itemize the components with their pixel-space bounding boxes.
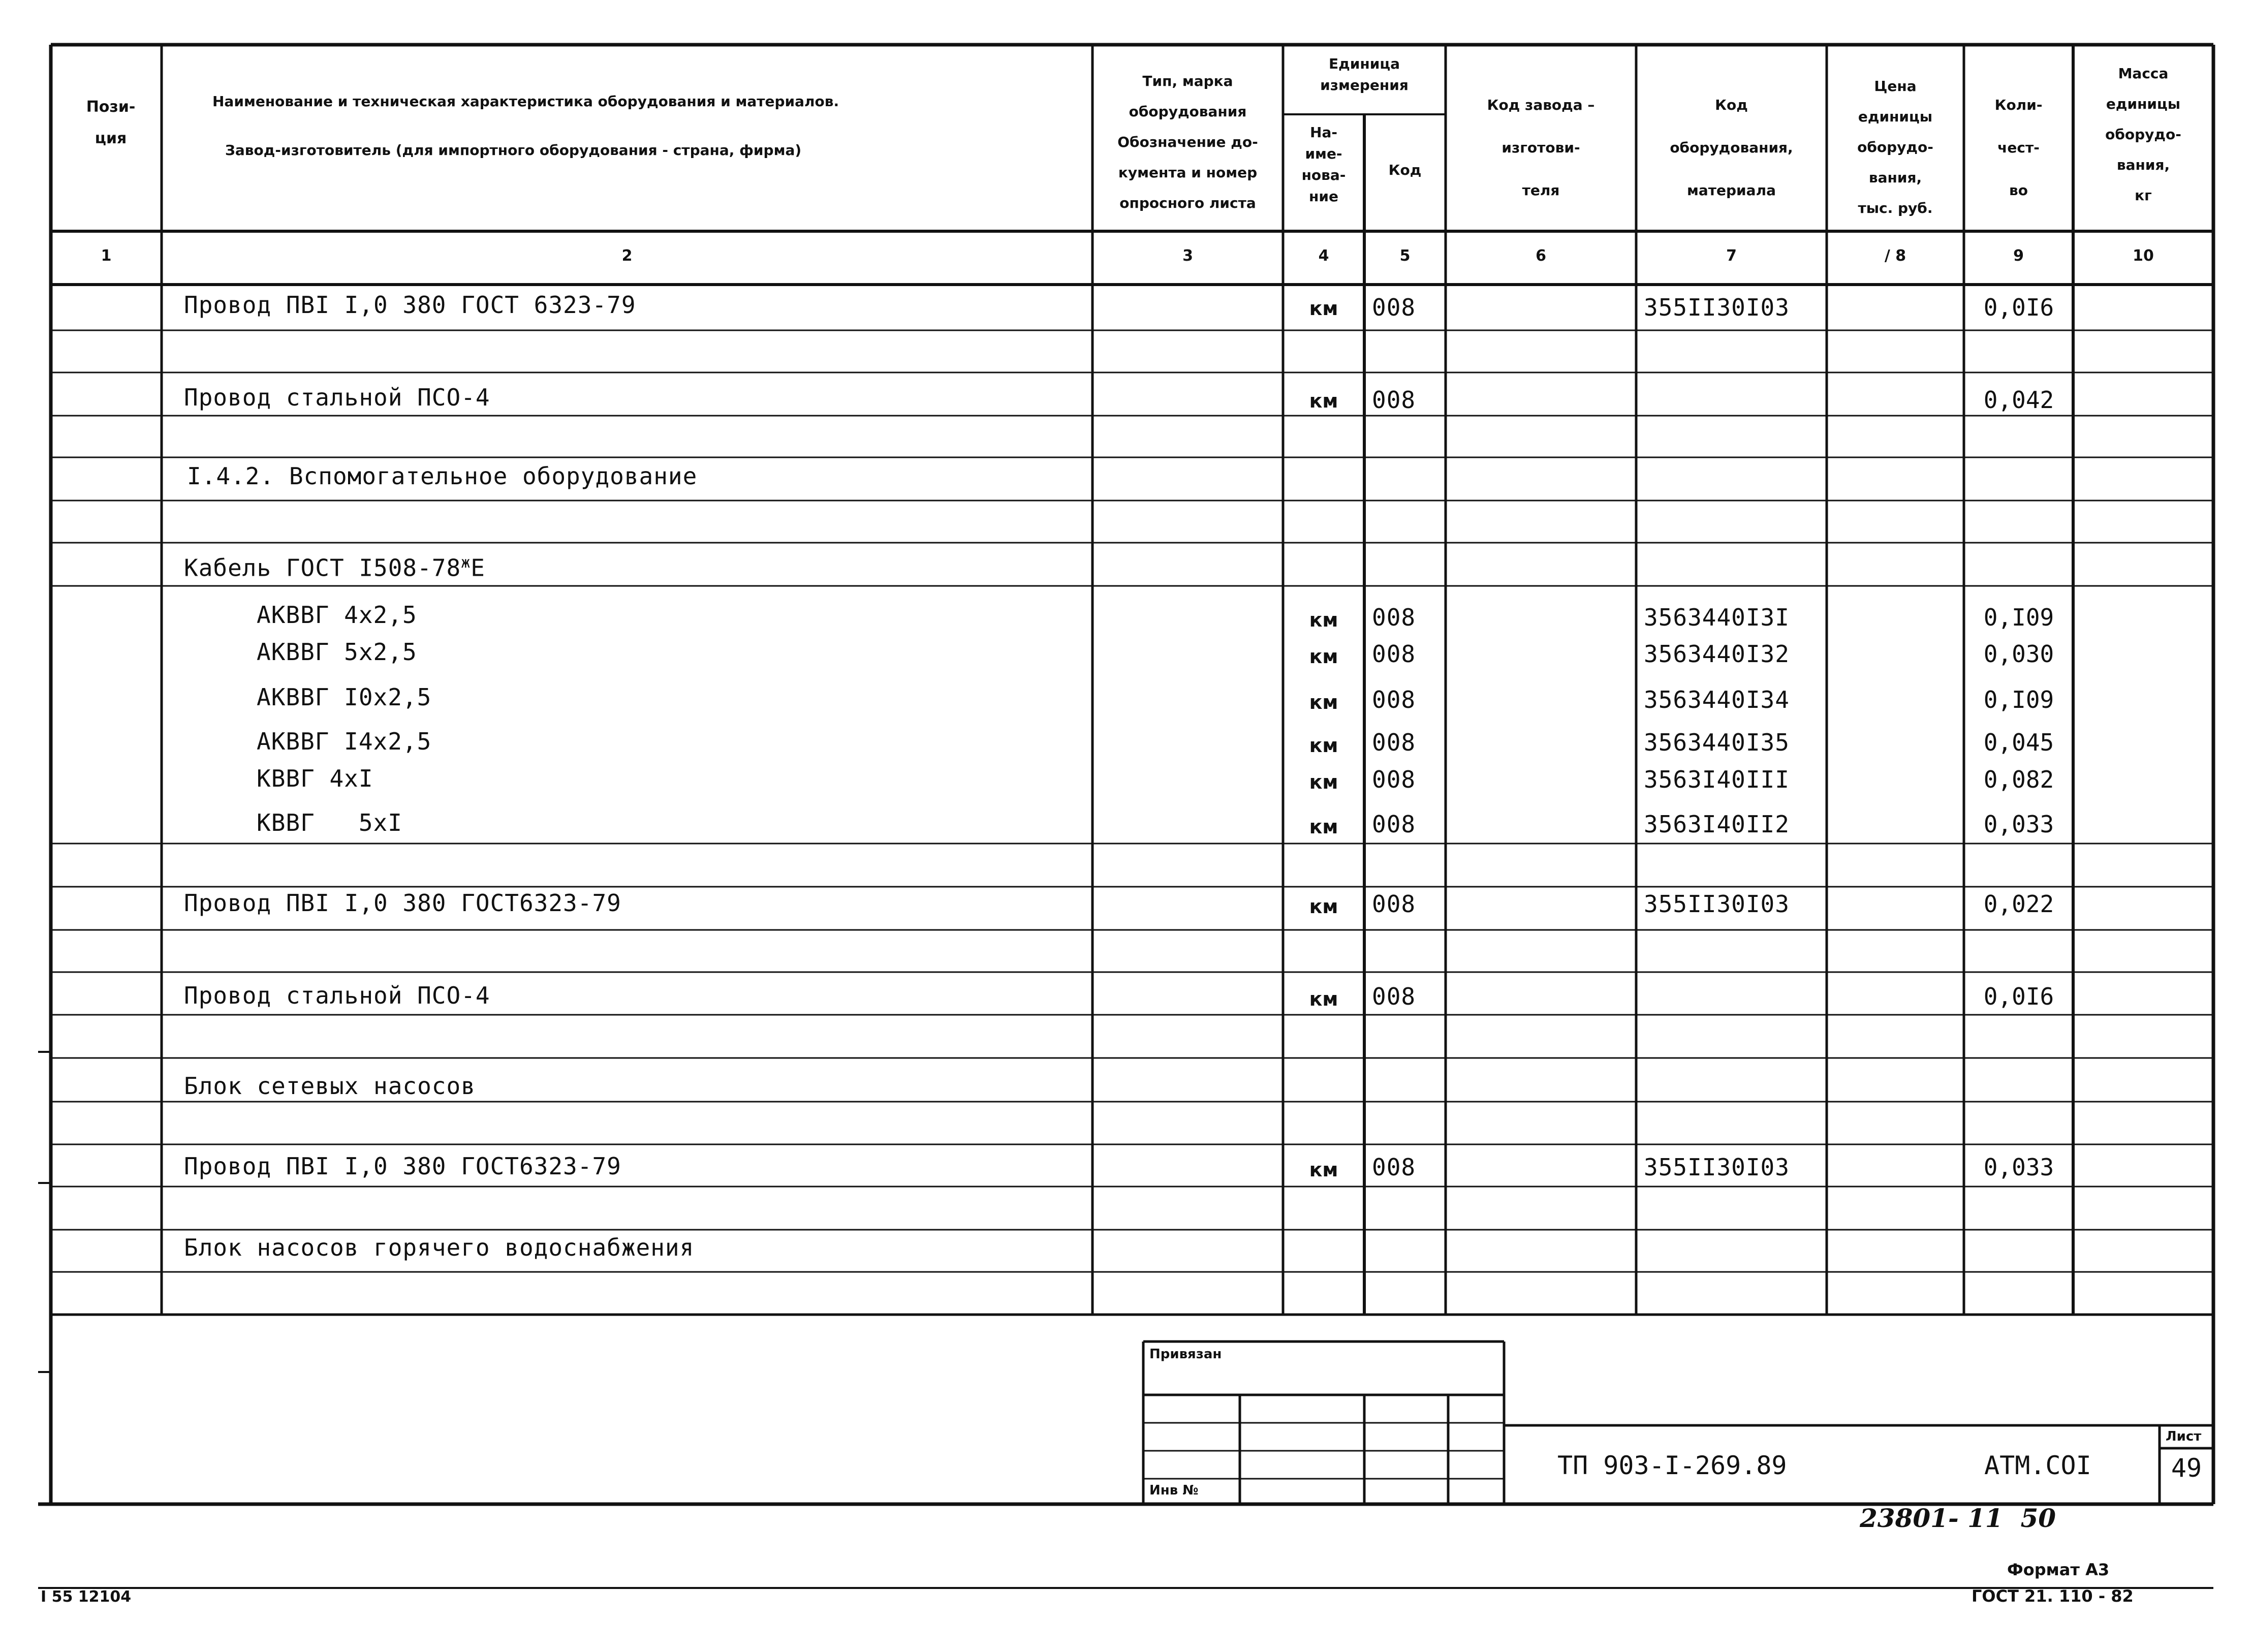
row-quantity: 0,042 [1983,386,2054,414]
col-num-6: 6 [1536,247,1546,265]
row-unit-code: 008 [1372,294,1416,321]
header-position: Пози- ция [86,98,136,147]
header-price: Цена единицы оборудо- вания, тыс. руб. [1857,78,1933,216]
col-num-3: 3 [1182,247,1193,265]
col-num-7: 7 [1726,247,1737,265]
row-quantity: 0,033 [1983,1154,2054,1181]
col-num-2: 2 [621,247,633,265]
row-unit-code: 008 [1372,686,1416,713]
row-quantity: 0,0I6 [1983,983,2054,1010]
row-unit-code: 008 [1372,1154,1416,1181]
row-quantity: 0,045 [1983,729,2054,756]
col-num-10: 10 [2133,247,2154,265]
row-quantity: 0,I09 [1983,686,2054,713]
stamp-privyazan: Привязан [1149,1347,1222,1362]
header-unit-group: Единица измерения [1320,55,1409,93]
row-material-code: 3563I40II2 [1644,811,1790,838]
row-quantity: 0,082 [1983,766,2054,793]
row-material-code: 3563I40III [1644,766,1790,793]
row-material-code: 3563440I3I [1644,604,1790,631]
left-code: I 55 12104 [41,1588,132,1606]
row-name: АКВВГ I0х2,5 [257,683,432,711]
header-unit-name: На- име- нова- ние [1301,124,1346,205]
col-num-9: 9 [2013,247,2024,265]
row-name: Блок сетевых насосов [184,1072,476,1100]
row-material-code: 355II30I03 [1644,294,1790,321]
row-name: Кабель ГОСТ $I508-78^жЕ$ [184,554,485,582]
row-unit-code: 008 [1372,604,1416,631]
row-name: КВВГ 4хI [257,765,373,792]
row-unit: км [1309,390,1338,412]
col-num-1: 1 [101,247,112,265]
header-material-code: Код оборудования, материала [1670,97,1793,199]
header-name-line2: Завод-изготовитель (для импортного оборудования - страна, фирма) [225,142,802,159]
row-unit-code: 008 [1372,766,1416,793]
row-unit: км [1309,895,1338,918]
row-name: Провод ПВI I,0 380 ГОСТ6323-79 [184,1152,621,1180]
row-quantity: 0,022 [1983,890,2054,918]
header-type: Тип, марка оборудования Обозначение до- кумента и номер опросного листа [1117,73,1258,211]
row-unit: км [1309,645,1338,668]
row-material-code: 3563440I35 [1644,729,1790,756]
row-unit: км [1309,297,1338,320]
row-name: Провод стальной ПСО-4 [184,384,490,411]
col-num-4: 4 [1318,247,1329,265]
row-unit-code: 008 [1372,729,1416,756]
row-unit: км [1309,816,1338,838]
stamp-project: ТП 903-I-269.89 [1557,1451,1787,1480]
format-label: Формат А3 [2007,1560,2110,1579]
row-unit: км [1309,691,1338,713]
row-quantity: 0,030 [1983,640,2054,668]
row-quantity: 0,0I6 [1983,294,2054,321]
row-unit: км [1309,988,1338,1010]
header-factory-code: Код завода – изготови- теля [1487,97,1595,199]
header-quantity: Коли- чест- во [1994,97,2043,199]
row-quantity: 0,I09 [1983,604,2054,631]
row-unit-code: 008 [1372,983,1416,1010]
row-unit-code: 008 [1372,890,1416,918]
row-name: Провод стальной ПСО-4 [184,982,490,1009]
row-unit-code: 008 [1372,386,1416,414]
row-name: I.4.2. Вспомогательное оборудование [187,462,698,490]
header-name-line1: Наименование и техническая характеристика оборудования и материалов. [212,93,839,110]
col-num-8: / 8 [1884,247,1906,265]
row-name: АКВВГ 5х2,5 [257,638,417,666]
stamp-sheet-label: Лист [2166,1429,2202,1444]
stamp-inv-no: Инв № [1149,1483,1199,1498]
row-name: Провод ПВI I,0 380 ГОСТ 6323-79 [184,291,636,319]
row-name: КВВГ 5хI [257,809,402,836]
stamp-sheet-number: 49 [2171,1453,2202,1483]
row-quantity: 0,033 [1983,811,2054,838]
row-unit-code: 008 [1372,811,1416,838]
row-unit: км [1309,609,1338,631]
row-material-code: 355II30I03 [1644,890,1790,918]
row-name: АКВВГ 4х2,5 [257,601,417,629]
header-mass: Масса единицы оборудо- вания, кг [2105,65,2181,204]
col-num-5: 5 [1399,247,1411,265]
row-name: АКВВГ I4х2,5 [257,728,432,755]
row-unit-code: 008 [1372,640,1416,668]
header-unit-code: Код [1388,162,1422,178]
row-material-code: 355II30I03 [1644,1154,1790,1181]
row-name: Блок насосов горячего водоснабжения [184,1234,695,1261]
row-unit: км [1309,771,1338,793]
row-unit: км [1309,1159,1338,1181]
row-material-code: 3563440I34 [1644,686,1790,713]
gost-label: ГОСТ 21. 110 - 82 [1972,1586,2134,1606]
row-unit: км [1309,734,1338,757]
row-name: Провод ПВI I,0 380 ГОСТ6323-79 [184,889,621,917]
handwritten-number: 23801- 11 50 [1860,1503,2056,1533]
stamp-code: АТМ.СОI [1984,1451,2091,1480]
row-material-code: 3563440I32 [1644,640,1790,668]
